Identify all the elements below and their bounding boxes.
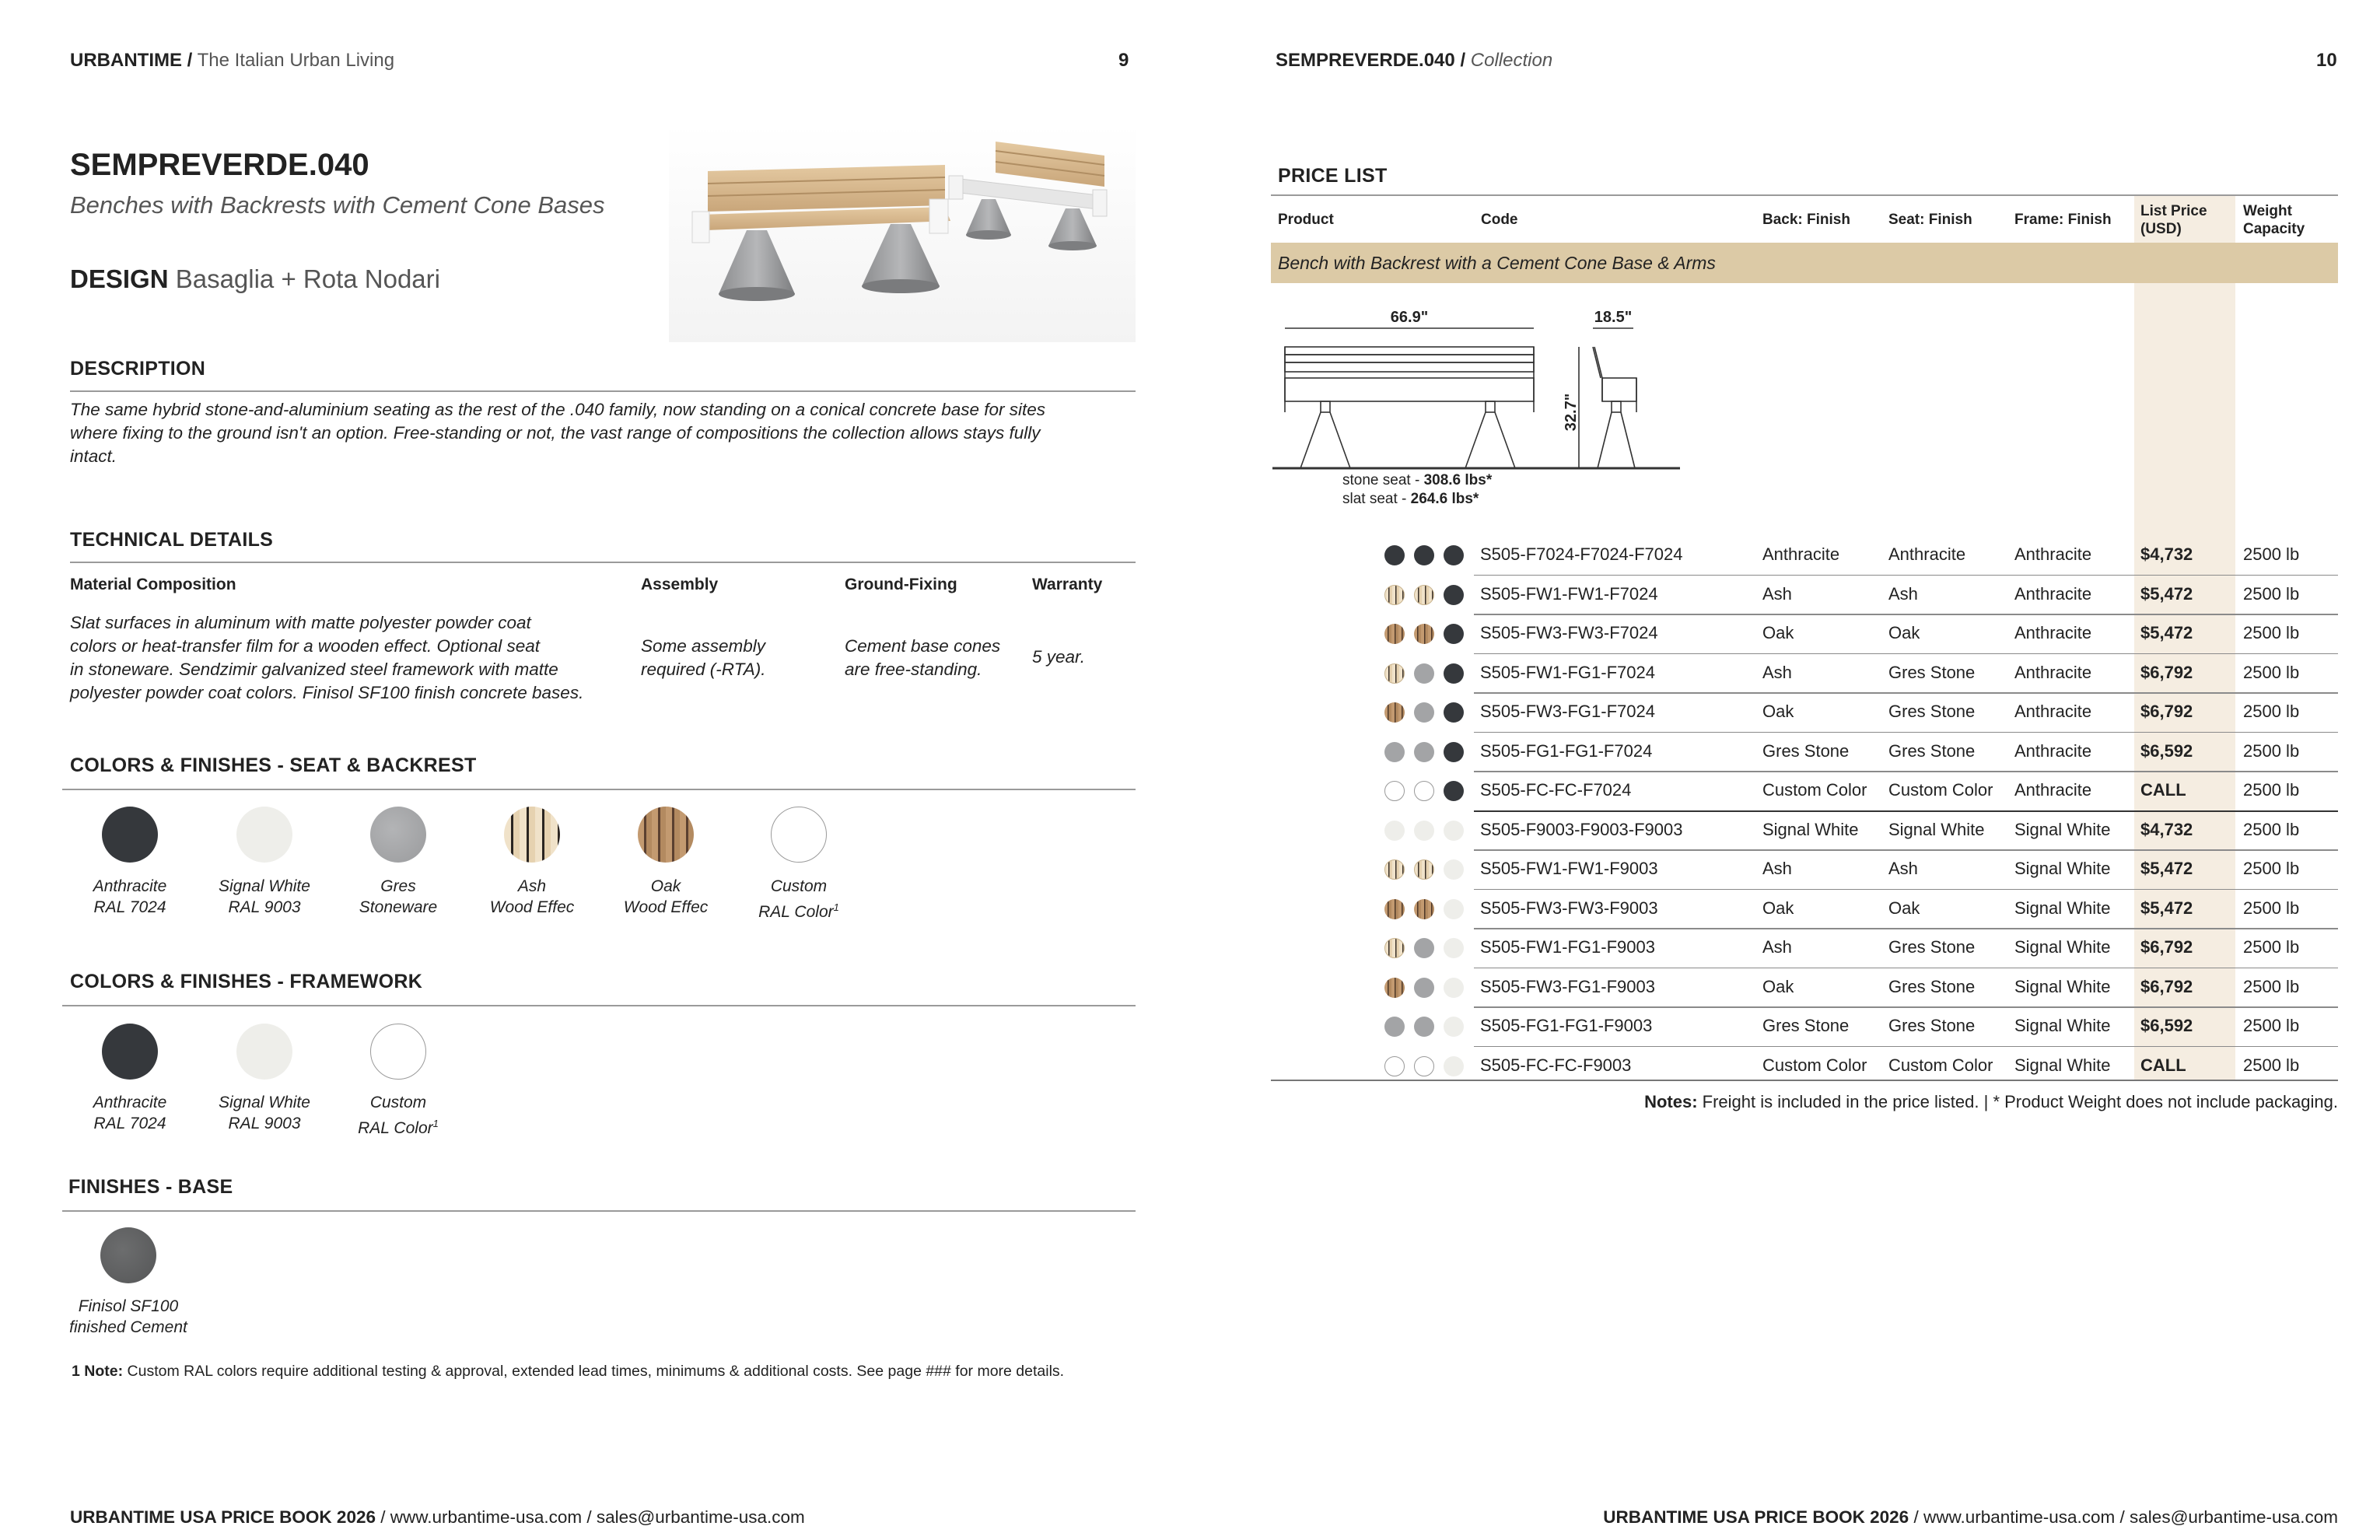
row-code: S505-F9003-F9003-F9003 — [1480, 819, 1683, 839]
description-title: DESCRIPTION — [70, 358, 206, 380]
frame-label-custom: Custom RAL Color$^1$ — [358, 1094, 439, 1137]
row-weight: 2500 lb — [2243, 1016, 2300, 1035]
row-weight: 2500 lb — [2243, 1055, 2300, 1075]
row-list-price: $4,732 — [2140, 544, 2193, 564]
ash-finish-dot — [1384, 663, 1405, 684]
footer-contact: / www.urbantime-usa.com / sales@urbantime-usa.com — [1913, 1507, 2338, 1527]
slat-seat-label: slat seat - — [1342, 491, 1411, 507]
col-header-product: Product — [1278, 212, 1334, 228]
white-finish-dot — [1444, 978, 1464, 998]
row-list-price: $4,732 — [2140, 819, 2193, 839]
row-weight: 2500 lb — [2243, 702, 2300, 721]
white-finish-dot — [1444, 899, 1464, 919]
oak-wood-swatch — [638, 807, 694, 863]
gres-finish-dot — [1414, 742, 1434, 762]
anthracite-finish-dot — [1414, 545, 1434, 565]
description-line: The same hybrid stone-and-aluminium seating as the rest of the .040 family, now standing on a conical concrete base for sites — [70, 400, 1046, 419]
anthracite-finish-dot — [1444, 781, 1464, 801]
height-dimension: 32.7" — [1563, 393, 1580, 432]
row-list-price: $5,472 — [2140, 859, 2193, 878]
row-back-finish: Anthracite — [1762, 544, 1840, 564]
price-notes — [1644, 1092, 2338, 1112]
bench-product-image — [669, 124, 1136, 342]
ash-finish-dot — [1414, 859, 1434, 880]
swatch-label-signal-white: Signal White RAL 9003 — [219, 877, 310, 916]
product-title: SEMPREVERDE.040 — [70, 148, 369, 182]
swatch-label-oak: Oak Wood Effec — [623, 877, 709, 916]
row-list-price: $6,792 — [2140, 937, 2193, 957]
description-line: where fixing to the ground isn't an option. Free-standing or not, the vast range of compositions the collection allows stays fully — [70, 423, 1041, 443]
row-weight: 2500 lb — [2243, 819, 2300, 839]
description-divider — [70, 390, 1136, 392]
row-frame-finish: Signal White — [2014, 937, 2111, 957]
oak-finish-dot — [1414, 899, 1434, 919]
row-divider — [1474, 732, 2338, 733]
row-weight: 2500 lb — [2243, 544, 2300, 564]
row-code: S505-FC-FC-F9003 — [1480, 1055, 1632, 1075]
page-number-left: 9 — [1118, 50, 1129, 71]
row-weight: 2500 lb — [2243, 740, 2300, 761]
custom-color-swatch — [370, 1024, 426, 1080]
row-divider — [1474, 1006, 2338, 1008]
col-header-seat-finish: Seat: Finish — [1888, 212, 1972, 228]
gres-finish-dot — [1414, 938, 1434, 958]
brand-tagline: The Italian Urban Living — [197, 50, 395, 71]
product-subtitle: Benches with Backrests with Cement Cone Bases — [70, 191, 605, 219]
row-list-price: $6,592 — [2140, 1016, 2193, 1035]
footer-contact: / www.urbantime-usa.com / sales@urbantime-usa.com — [380, 1507, 805, 1527]
gres-finish-dot — [1414, 978, 1434, 998]
signal-white-swatch — [236, 1024, 292, 1080]
row-seat-finish: Oak — [1888, 623, 1920, 642]
row-seat-finish: Oak — [1888, 898, 1920, 918]
oak-finish-dot — [1384, 899, 1405, 919]
price-list-bottom-rule — [1271, 1080, 2338, 1081]
row-list-price: $6,792 — [2140, 662, 2193, 682]
seat-colors-divider — [62, 789, 1136, 790]
swatch-label-ash: Ash Wood Effec — [489, 877, 575, 916]
row-divider — [1474, 1046, 2338, 1048]
row-back-finish: Oak — [1762, 898, 1794, 918]
right-footer — [1603, 1507, 2338, 1528]
anthracite-finish-dot — [1444, 545, 1464, 565]
row-list-price: $6,792 — [2140, 976, 2193, 996]
ground-fixing-header: Ground-Fixing — [845, 576, 957, 593]
row-frame-finish: Anthracite — [2014, 702, 2092, 721]
anthracite-swatch — [102, 1024, 158, 1080]
gres-finish-dot — [1384, 742, 1405, 762]
assembly-header: Assembly — [641, 576, 719, 593]
frame-colors-divider — [62, 1005, 1136, 1006]
collection-label: Collection — [1470, 50, 1553, 71]
header-separator: / — [1460, 50, 1466, 71]
price-list-title: PRICE LIST — [1278, 165, 1388, 187]
row-list-price: CALL — [2140, 1055, 2186, 1075]
notes-label: Notes: — [1644, 1092, 1698, 1111]
row-back-finish: Custom Color — [1762, 1055, 1867, 1075]
row-back-finish: Oak — [1762, 623, 1794, 642]
ash-finish-dot — [1384, 585, 1405, 605]
row-list-price: $5,472 — [2140, 583, 2193, 604]
row-seat-finish: Custom Color — [1888, 1055, 1993, 1075]
row-seat-finish: Custom Color — [1888, 780, 1993, 800]
row-back-finish: Ash — [1762, 583, 1792, 604]
row-weight: 2500 lb — [2243, 898, 2300, 918]
collection-name: SEMPREVERDE.040 — [1276, 50, 1455, 71]
ash-wood-swatch — [504, 807, 560, 863]
page-number-right: 10 — [2316, 50, 2337, 71]
oak-finish-dot — [1384, 702, 1405, 723]
row-weight: 2500 lb — [2243, 583, 2300, 604]
frame-label-anthracite: Anthracite RAL 7024 — [93, 1094, 167, 1132]
depth-dimension: 18.5" — [1594, 309, 1633, 326]
anthracite-finish-dot — [1444, 624, 1464, 644]
row-back-finish: Ash — [1762, 937, 1792, 957]
row-weight: 2500 lb — [2243, 859, 2300, 878]
material-header: Material Composition — [70, 576, 236, 593]
swatch-label-anthracite: Anthracite RAL 7024 — [93, 877, 167, 916]
row-frame-finish: Anthracite — [2014, 662, 2092, 682]
row-divider — [1474, 968, 2338, 969]
base-finish-divider — [62, 1210, 1136, 1212]
designers: Basaglia + Rota Nodari — [175, 264, 440, 293]
material-line: colors or heat-transfer film for a wooden effect. Optional seat — [70, 636, 541, 656]
bench-weights — [1342, 471, 1492, 509]
row-weight: 2500 lb — [2243, 780, 2300, 800]
row-list-price: $6,592 — [2140, 740, 2193, 761]
gres-finish-dot — [1414, 663, 1434, 684]
row-seat-finish: Gres Stone — [1888, 740, 1976, 761]
ash-finish-dot — [1384, 859, 1405, 880]
row-back-finish: Ash — [1762, 662, 1792, 682]
notes-text: Freight is included in the price listed. | * Product Weight does not include packaging. — [1702, 1092, 2338, 1111]
footnote-label: 1 Note: — [72, 1363, 124, 1380]
row-back-finish: Gres Stone — [1762, 1016, 1850, 1035]
row-code: S505-FG1-FG1-F7024 — [1480, 740, 1653, 761]
row-list-price: $5,472 — [2140, 898, 2193, 918]
ground-line: are free-standing. — [845, 660, 982, 679]
material-line: Slat surfaces in aluminum with matte polyester powder coat — [70, 613, 531, 632]
frame-colors-title: COLORS & FINISHES - FRAMEWORK — [70, 971, 423, 992]
row-seat-finish: Gres Stone — [1888, 1016, 1976, 1035]
white-finish-dot — [1444, 1017, 1464, 1037]
col-header-code: Code — [1481, 212, 1518, 228]
footer-brand: URBANTIME USA PRICE BOOK 2026 — [70, 1507, 376, 1527]
col-header-list-price: List Price (USD) — [2140, 203, 2207, 237]
row-divider — [1474, 810, 2338, 812]
row-divider — [1474, 653, 2338, 655]
base-finish-title: FINISHES - BASE — [68, 1176, 233, 1198]
anthracite-finish-dot — [1444, 585, 1464, 605]
design-credit — [70, 264, 440, 294]
row-frame-finish: Signal White — [2014, 1016, 2111, 1035]
row-back-finish: Ash — [1762, 859, 1792, 878]
assembly-line: required (-RTA). — [641, 660, 766, 679]
row-back-finish: Oak — [1762, 976, 1794, 996]
white-finish-dot — [1444, 821, 1464, 841]
header-separator: / — [187, 50, 193, 71]
material-composition-text — [70, 611, 583, 705]
description-line: intact. — [70, 446, 117, 466]
ash-finish-dot — [1414, 585, 1434, 605]
description-text — [70, 398, 1136, 468]
signal-white-swatch — [236, 807, 292, 863]
row-divider — [1474, 575, 2338, 576]
custom-finish-dot — [1384, 781, 1405, 801]
oak-finish-dot — [1414, 624, 1434, 644]
row-frame-finish: Anthracite — [2014, 544, 2092, 564]
swatch-label-custom: Custom RAL Color$^1$ — [758, 877, 839, 921]
row-frame-finish: Signal White — [2014, 976, 2111, 996]
row-back-finish: Signal White — [1762, 819, 1859, 839]
technical-divider — [70, 562, 1136, 563]
row-code: S505-FW3-FG1-F9003 — [1480, 976, 1655, 996]
row-divider — [1474, 614, 2338, 615]
white-finish-dot — [1444, 938, 1464, 958]
assembly-line: Some assembly — [641, 636, 766, 656]
custom-finish-dot — [1414, 781, 1434, 801]
swatch-label-gres: Gres Stoneware — [359, 877, 438, 916]
oak-finish-dot — [1384, 978, 1405, 998]
seat-colors-title: COLORS & FINISHES - SEAT & BACKREST — [70, 754, 477, 776]
left-header — [70, 50, 394, 72]
row-seat-finish: Ash — [1888, 583, 1918, 604]
row-code: S505-F7024-F7024-F7024 — [1480, 544, 1683, 564]
row-code: S505-FW1-FW1-F7024 — [1480, 583, 1658, 604]
frame-label-signal-white: Signal White RAL 9003 — [219, 1094, 310, 1132]
footnote — [72, 1363, 1064, 1381]
custom-finish-dot — [1414, 1056, 1434, 1076]
slat-seat-weight: 264.6 lbs* — [1410, 491, 1479, 507]
assembly-text — [641, 635, 765, 681]
row-seat-finish: Anthracite — [1888, 544, 1966, 564]
row-seat-finish: Signal White — [1888, 819, 1985, 839]
gres-stoneware-swatch — [370, 807, 426, 863]
warranty-header: Warranty — [1032, 576, 1103, 593]
row-seat-finish: Gres Stone — [1888, 702, 1976, 721]
white-finish-dot — [1444, 859, 1464, 880]
row-code: S505-FW3-FG1-F7024 — [1480, 702, 1655, 721]
material-line: polyester powder coat colors. Finisol SF100 finish concrete bases. — [70, 683, 584, 702]
row-code: S505-FG1-FG1-F9003 — [1480, 1016, 1653, 1035]
row-back-finish: Oak — [1762, 702, 1794, 721]
row-list-price: $6,792 — [2140, 702, 2193, 721]
anthracite-finish-dot — [1444, 702, 1464, 723]
row-frame-finish: Anthracite — [2014, 780, 2092, 800]
ground-fixing-text — [845, 635, 1000, 681]
row-divider — [1474, 771, 2338, 772]
row-frame-finish: Signal White — [2014, 1055, 2111, 1075]
row-list-price: CALL — [2140, 780, 2186, 800]
row-divider — [1474, 928, 2338, 929]
row-frame-finish: Signal White — [2014, 898, 2111, 918]
row-seat-finish: Gres Stone — [1888, 937, 1976, 957]
white-finish-dot — [1384, 821, 1405, 841]
footnote-text: Custom RAL colors require additional testing & approval, extended lead times, minimums & additional costs. See page ### for more details. — [127, 1363, 1065, 1380]
material-line: in stoneware. Sendzimir galvanized steel framework with matte — [70, 660, 558, 679]
col-header-back-finish: Back: Finish — [1762, 212, 1850, 228]
white-finish-dot — [1444, 1056, 1464, 1076]
oak-finish-dot — [1384, 624, 1405, 644]
col-header-frame-finish: Frame: Finish — [2014, 212, 2112, 228]
row-divider — [1474, 692, 2338, 694]
row-seat-finish: Ash — [1888, 859, 1918, 878]
row-code: S505-FC-FC-F7024 — [1480, 780, 1632, 800]
gres-finish-dot — [1414, 1017, 1434, 1037]
left-footer — [70, 1507, 805, 1528]
footer-brand: URBANTIME USA PRICE BOOK 2026 — [1603, 1507, 1909, 1527]
row-back-finish: Custom Color — [1762, 780, 1867, 800]
gres-finish-dot — [1414, 702, 1434, 723]
row-divider — [1474, 849, 2338, 851]
anthracite-finish-dot — [1384, 545, 1405, 565]
design-label: DESIGN — [70, 264, 169, 293]
row-frame-finish: Anthracite — [2014, 740, 2092, 761]
custom-color-swatch — [771, 807, 827, 863]
row-frame-finish: Signal White — [2014, 859, 2111, 878]
row-seat-finish: Gres Stone — [1888, 976, 1976, 996]
gres-finish-dot — [1384, 1017, 1405, 1037]
product-group-title: Bench with Backrest with a Cement Cone Base & Arms — [1278, 253, 1716, 273]
ash-finish-dot — [1384, 938, 1405, 958]
row-list-price: $5,472 — [2140, 623, 2193, 642]
row-divider — [1474, 889, 2338, 891]
cement-swatch — [100, 1227, 156, 1283]
row-weight: 2500 lb — [2243, 976, 2300, 996]
anthracite-finish-dot — [1444, 663, 1464, 684]
row-seat-finish: Gres Stone — [1888, 662, 1976, 682]
row-frame-finish: Anthracite — [2014, 623, 2092, 642]
row-weight: 2500 lb — [2243, 937, 2300, 957]
ground-line: Cement base cones — [845, 636, 1001, 656]
row-code: S505-FW3-FW3-F7024 — [1480, 623, 1658, 642]
row-code: S505-FW1-FG1-F9003 — [1480, 937, 1655, 957]
anthracite-finish-dot — [1444, 742, 1464, 762]
row-weight: 2500 lb — [2243, 662, 2300, 682]
row-frame-finish: Signal White — [2014, 819, 2111, 839]
custom-finish-dot — [1384, 1056, 1405, 1076]
warranty-text: 5 year. — [1032, 647, 1085, 667]
row-code: S505-FW1-FW1-F9003 — [1480, 859, 1658, 878]
col-header-weight: Weight Capacity — [2243, 203, 2305, 237]
technical-title: TECHNICAL DETAILS — [70, 529, 274, 551]
anthracite-swatch — [102, 807, 158, 863]
row-frame-finish: Anthracite — [2014, 583, 2092, 604]
brand-name: URBANTIME — [70, 50, 182, 71]
base-finish-label: Finisol SF100 finished Cement — [69, 1297, 187, 1336]
stone-seat-label: stone seat - — [1342, 472, 1424, 488]
row-code: S505-FW3-FW3-F9003 — [1480, 898, 1658, 918]
row-back-finish: Gres Stone — [1762, 740, 1850, 761]
white-finish-dot — [1414, 821, 1434, 841]
row-weight: 2500 lb — [2243, 623, 2300, 642]
row-code: S505-FW1-FG1-F7024 — [1480, 662, 1655, 682]
stone-seat-weight: 308.6 lbs* — [1423, 472, 1493, 488]
length-dimension: 66.9" — [1390, 309, 1429, 326]
right-header — [1276, 50, 1552, 72]
